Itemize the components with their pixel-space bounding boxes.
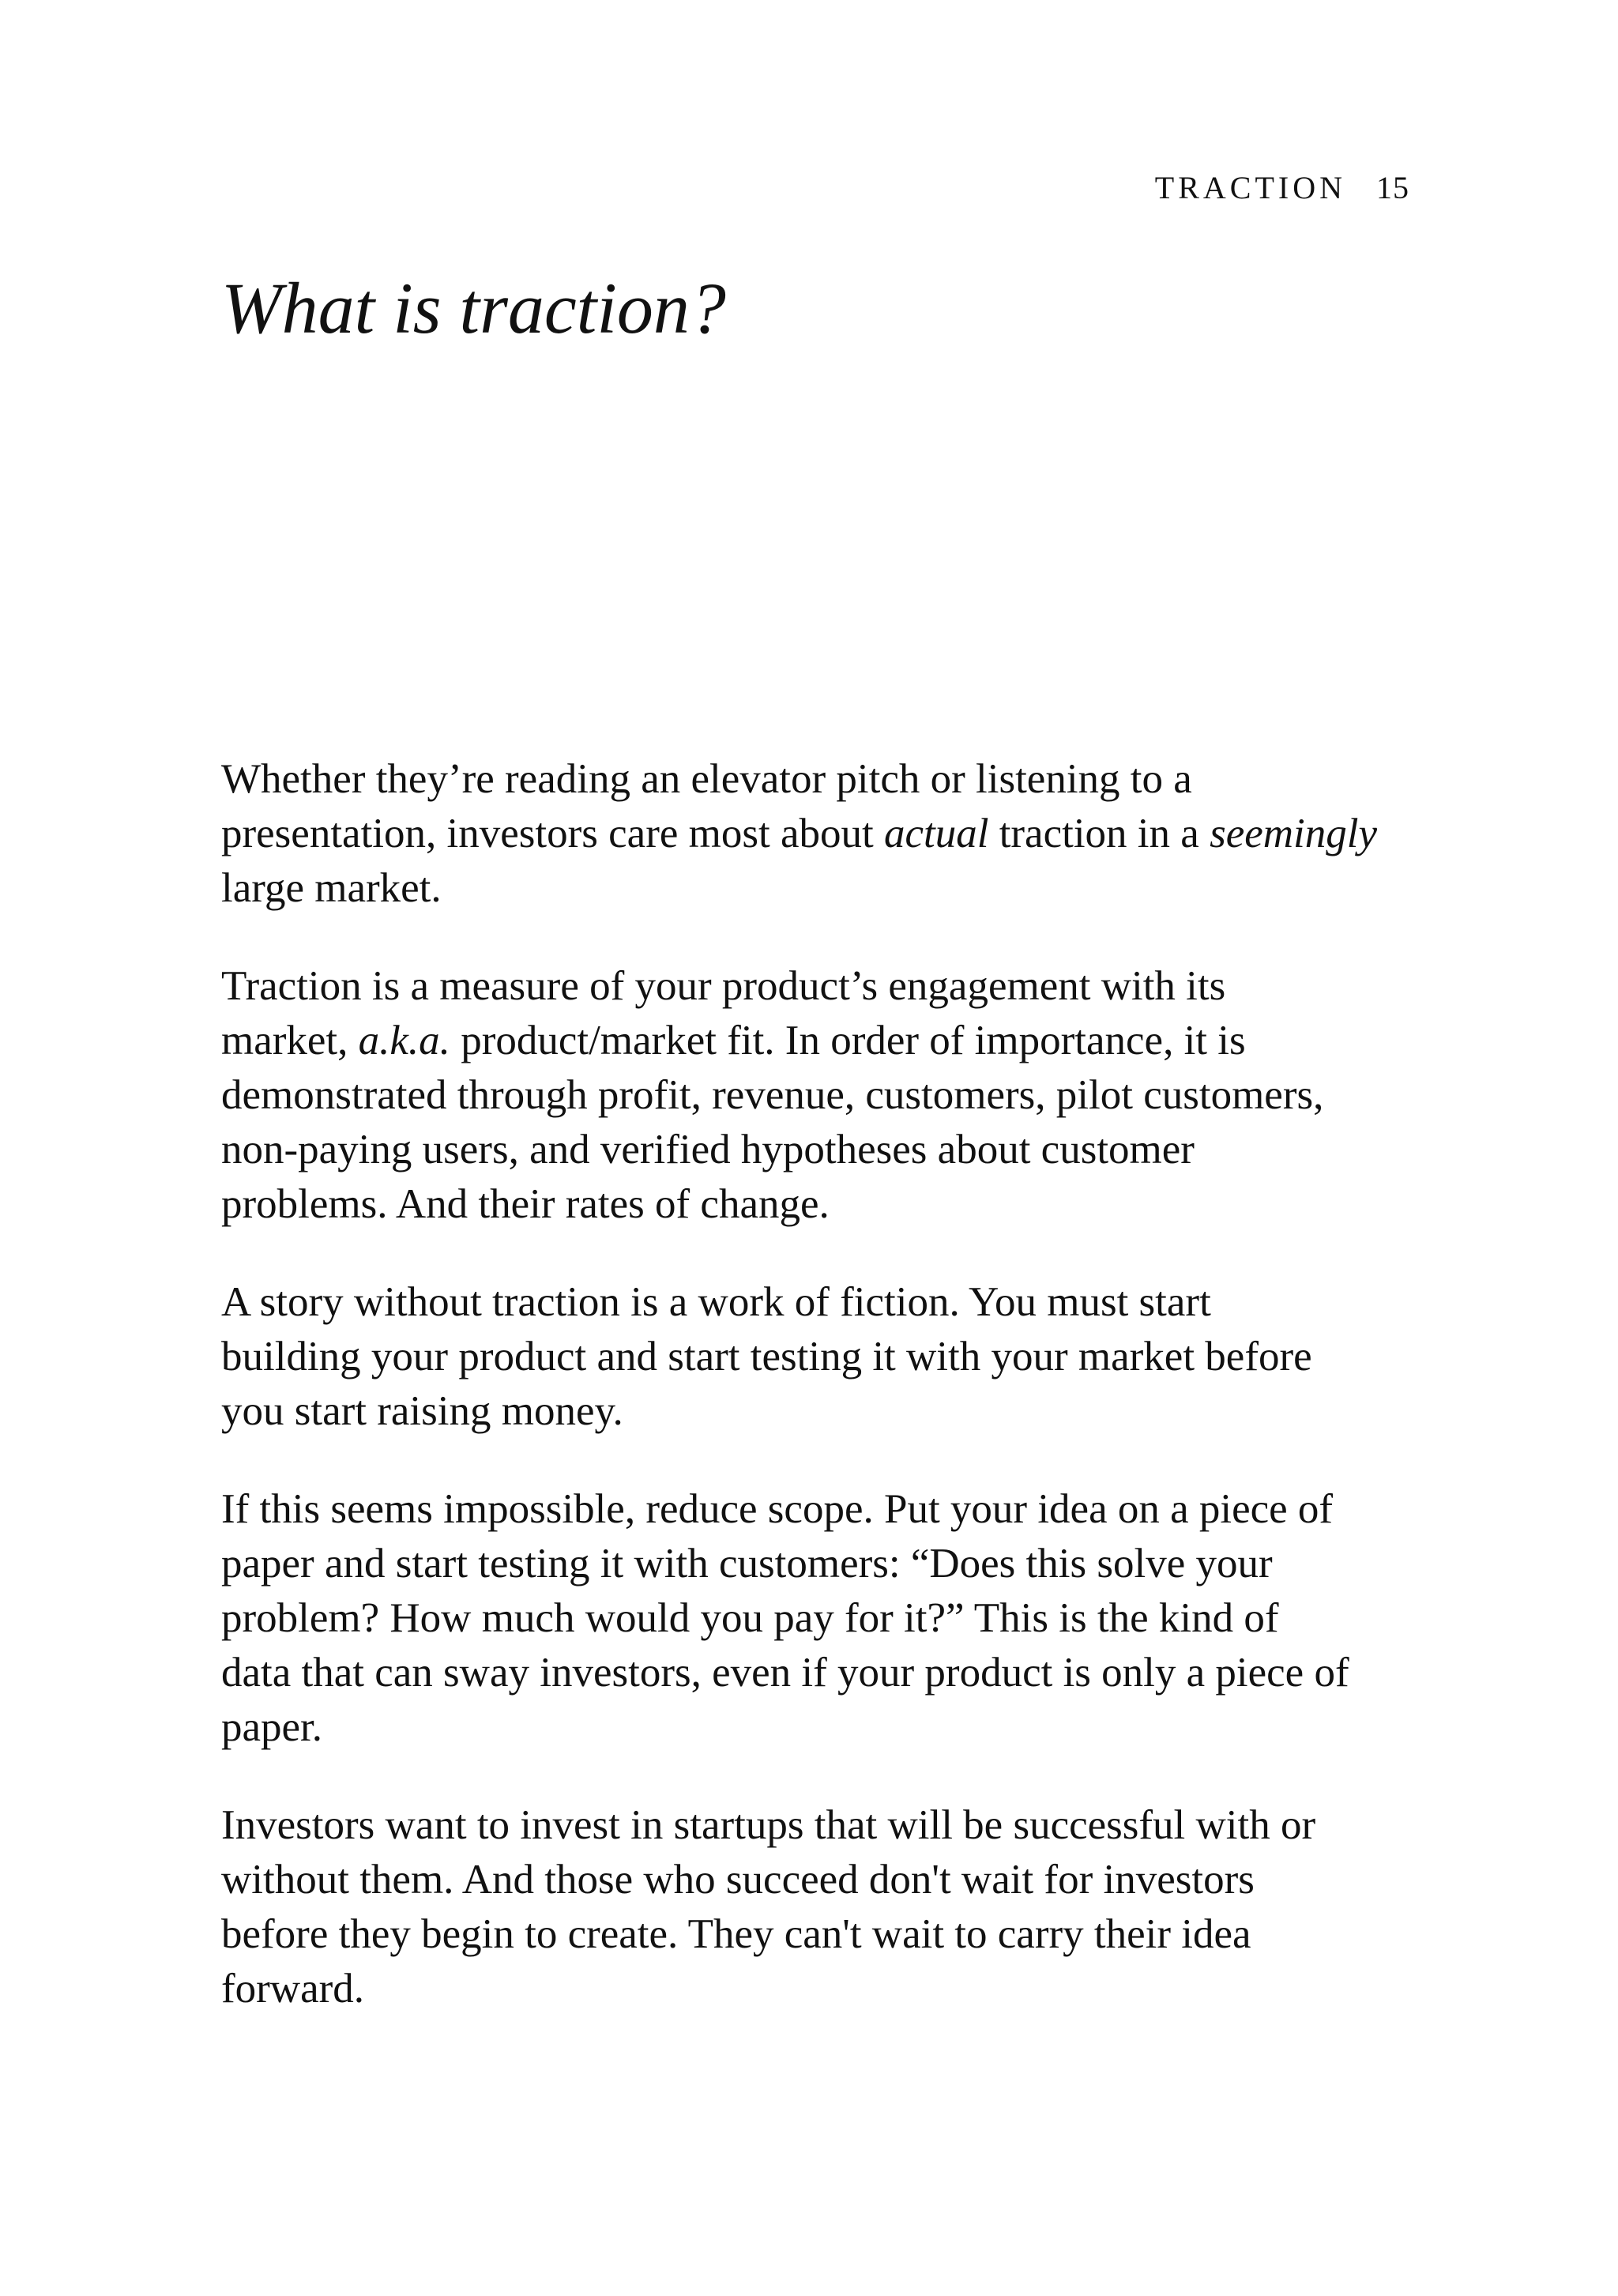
text-run: non-paying users, and verified hypotheses about customer bbox=[221, 1127, 1195, 1172]
text-line bbox=[221, 1177, 1414, 1232]
text-line bbox=[221, 1275, 1414, 1330]
body-text bbox=[221, 752, 1414, 2060]
text-line bbox=[221, 1646, 1414, 1700]
emphasized-text: a.k.a. bbox=[358, 1018, 450, 1063]
text-run: large market. bbox=[221, 865, 442, 911]
text-run: market, bbox=[221, 1018, 359, 1063]
text-run: Whether they’re reading an elevator pitch or listening to a bbox=[221, 756, 1192, 802]
text-line bbox=[221, 1907, 1414, 1962]
text-run: forward. bbox=[221, 1966, 364, 2012]
emphasized-text: actual bbox=[883, 811, 989, 856]
text-line bbox=[221, 1482, 1414, 1537]
text-run: you start raising money. bbox=[221, 1388, 623, 1434]
text-run: demonstrated through profit, revenue, customers, pilot customers, bbox=[221, 1072, 1324, 1118]
text-run: product/market fit. In order of importance, it is bbox=[450, 1018, 1246, 1063]
text-run: Investors want to invest in startups that will be successful with or bbox=[221, 1802, 1316, 1848]
text-line bbox=[221, 1123, 1414, 1177]
text-line bbox=[221, 1962, 1414, 2016]
text-run: problem? How much would you pay for it?” This is the kind of bbox=[221, 1595, 1279, 1641]
text-run: A story without traction is a work of fiction. You must start bbox=[221, 1279, 1211, 1325]
text-line bbox=[221, 807, 1414, 861]
text-line bbox=[221, 1068, 1414, 1123]
text-run: paper and start testing it with customers: “Does this solve your bbox=[221, 1541, 1273, 1586]
page-number: 15 bbox=[1376, 170, 1409, 205]
text-line bbox=[221, 1330, 1414, 1384]
text-run: without them. And those who succeed don't wait for investors bbox=[221, 1857, 1255, 1903]
paragraph bbox=[221, 959, 1414, 1232]
text-run: traction in a bbox=[988, 811, 1210, 856]
text-run: data that can sway investors, even if your product is only a piece of bbox=[221, 1650, 1349, 1696]
text-line bbox=[221, 1853, 1414, 1907]
text-run: paper. bbox=[221, 1704, 323, 1750]
text-line bbox=[221, 1700, 1414, 1755]
text-run: problems. And their rates of change. bbox=[221, 1181, 830, 1227]
text-line bbox=[221, 1798, 1414, 1853]
text-run: before they begin to create. They can't wait to carry their idea bbox=[221, 1911, 1251, 1957]
paragraph bbox=[221, 1798, 1414, 2016]
section-title: TRACTION bbox=[1154, 170, 1346, 205]
text-line bbox=[221, 959, 1414, 1014]
text-run: Traction is a measure of your product’s engagement with its bbox=[221, 963, 1226, 1009]
text-run: building your product and start testing it with your market before bbox=[221, 1334, 1312, 1379]
paragraph bbox=[221, 752, 1414, 916]
text-line bbox=[221, 861, 1414, 916]
text-line bbox=[221, 1537, 1414, 1591]
text-run: If this seems impossible, reduce scope. Put your idea on a piece of bbox=[221, 1486, 1334, 1532]
text-line bbox=[221, 1384, 1414, 1439]
emphasized-text: seemingly bbox=[1210, 811, 1377, 856]
text-line bbox=[221, 1014, 1414, 1068]
running-head bbox=[1155, 164, 1409, 212]
paragraph bbox=[221, 1275, 1414, 1439]
text-line bbox=[221, 1591, 1414, 1646]
text-run: presentation, investors care most about bbox=[221, 811, 884, 856]
text-line bbox=[221, 752, 1414, 807]
paragraph bbox=[221, 1482, 1414, 1755]
chapter-title: What is traction? bbox=[221, 268, 726, 348]
